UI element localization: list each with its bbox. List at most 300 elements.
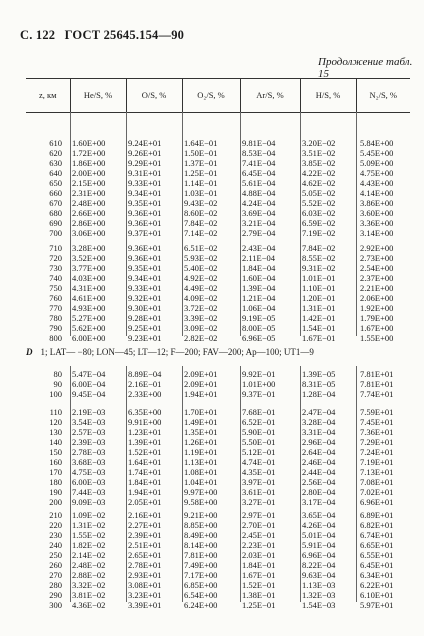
value-cell: 8.60E−02: [184, 208, 218, 218]
altitude-cell: 760: [49, 293, 62, 303]
table-row: [26, 379, 410, 389]
value-cell: 7.59E+01: [360, 407, 394, 417]
value-cell: 2.39E+01: [128, 530, 162, 540]
value-cell: 1.13E+01: [184, 457, 218, 467]
value-cell: 9.33E+01: [128, 283, 162, 293]
value-cell: 3.23E+01: [128, 590, 162, 600]
value-cell: 5.50E−01: [242, 437, 276, 447]
value-cell: 3.20E−02: [302, 138, 336, 148]
altitude-cell: 240: [49, 540, 62, 550]
altitude-cell: 700: [49, 228, 62, 238]
value-cell: 7.84E−02: [302, 243, 336, 253]
value-cell: 9.09E−03: [72, 497, 106, 507]
value-cell: 4.93E+00: [72, 303, 106, 313]
value-cell: 2.33E+00: [128, 389, 162, 399]
value-cell: 6.45E+01: [360, 560, 394, 570]
value-cell: 2.00E+00: [72, 168, 106, 178]
value-cell: 1.84E−04: [242, 263, 276, 273]
value-cell: 4.49E−02: [184, 283, 218, 293]
value-cell: 6.65E+01: [360, 540, 394, 550]
value-cell: 2.54E+00: [360, 263, 394, 273]
table-block: [26, 138, 410, 238]
value-cell: 1.64E+01: [128, 457, 162, 467]
value-cell: 1.39E+01: [128, 437, 162, 447]
value-cell: 3.52E+00: [72, 253, 106, 263]
value-cell: 8.53E−04: [242, 148, 276, 158]
table-continuation-label: Продолжение табл. 15: [318, 56, 413, 80]
altitude-cell: 650: [49, 178, 62, 188]
value-cell: 4.92E−02: [184, 273, 218, 283]
value-cell: 5.27E+00: [72, 313, 106, 323]
value-cell: 3.39E−02: [184, 313, 218, 323]
value-cell: 2.09E+01: [184, 379, 218, 389]
table-row: [26, 497, 410, 507]
table-row: [26, 560, 410, 570]
profile-parameters: 1; LAT— −80; LON—45; LT—12; F—200; FAV—200; Ap—100; UT1—9: [40, 347, 314, 357]
value-cell: 1.92E+00: [360, 303, 394, 313]
value-cell: 3.97E−01: [242, 477, 276, 487]
table-row: [26, 198, 410, 208]
value-cell: 1.26E+01: [184, 437, 218, 447]
table-block: [26, 369, 410, 399]
value-cell: 3.85E−02: [302, 158, 336, 168]
value-cell: 7.29E+01: [360, 437, 394, 447]
value-cell: 3.32E−02: [72, 580, 106, 590]
value-cell: 1.54E−03: [302, 600, 336, 610]
value-cell: 9.91E+00: [128, 417, 162, 427]
value-cell: 1.67E+00: [360, 323, 394, 333]
value-cell: 3.61E−01: [242, 487, 276, 497]
table-row: [26, 540, 410, 550]
value-cell: 1.86E+00: [72, 158, 106, 168]
column-header: N₂/S, %: [356, 78, 410, 112]
table-row: [26, 323, 410, 333]
table-row: [26, 570, 410, 580]
table-row: [26, 510, 410, 520]
value-cell: 2.93E+01: [128, 570, 162, 580]
value-cell: 3.65E−04: [302, 510, 336, 520]
value-cell: 7.36E+01: [360, 427, 394, 437]
value-cell: 1.72E+00: [72, 148, 106, 158]
value-cell: 9.36E+01: [128, 218, 162, 228]
altitude-cell: 170: [49, 467, 62, 477]
value-cell: 1.01E−01: [302, 273, 336, 283]
value-cell: 9.81E−04: [242, 138, 276, 148]
altitude-cell: 260: [49, 560, 62, 570]
value-cell: 2.16E−01: [128, 379, 162, 389]
value-cell: 9.37E−01: [242, 389, 276, 399]
column-header: Ar/S, %: [240, 78, 300, 112]
table-row: [26, 467, 410, 477]
value-cell: 8.89E−04: [128, 369, 162, 379]
value-cell: 2.51E+01: [128, 540, 162, 550]
table-row: [26, 243, 410, 253]
value-cell: 6.00E+00: [72, 333, 106, 343]
value-cell: 2.56E−04: [302, 477, 336, 487]
value-cell: 3.51E−02: [302, 148, 336, 158]
value-cell: 2.46E−04: [302, 457, 336, 467]
value-cell: 9.26E+01: [128, 148, 162, 158]
value-cell: 9.97E+00: [184, 487, 218, 497]
value-cell: 3.17E−04: [302, 497, 336, 507]
table-row: [26, 138, 410, 148]
value-cell: 1.06E−04: [242, 303, 276, 313]
value-cell: 7.81E+01: [360, 369, 394, 379]
value-cell: 2.16E+01: [128, 510, 162, 520]
value-cell: 3.68E−03: [72, 457, 106, 467]
value-cell: 1.54E−01: [302, 323, 336, 333]
column-header: O₂/S, %: [182, 78, 240, 112]
value-cell: 4.03E+00: [72, 273, 106, 283]
value-cell: 8.22E−04: [302, 560, 336, 570]
value-cell: 7.19E+01: [360, 457, 394, 467]
value-cell: 2.37E+00: [360, 273, 394, 283]
altitude-cell: 670: [49, 198, 62, 208]
value-cell: 2.73E+00: [360, 253, 394, 263]
value-cell: 4.26E−04: [302, 520, 336, 530]
value-cell: 9.36E+01: [128, 253, 162, 263]
value-cell: 4.31E+00: [72, 283, 106, 293]
value-cell: 2.70E−01: [242, 520, 276, 530]
value-cell: 1.14E−01: [184, 178, 218, 188]
value-cell: 4.88E−04: [242, 188, 276, 198]
value-cell: 9.36E+01: [128, 208, 162, 218]
value-cell: 1.38E−01: [242, 590, 276, 600]
value-cell: 6.74E+01: [360, 530, 394, 540]
value-cell: 9.58E+00: [184, 497, 218, 507]
altitude-cell: 620: [49, 148, 62, 158]
table-row: [26, 407, 410, 417]
value-cell: 7.13E+01: [360, 467, 394, 477]
value-cell: 1.84E+01: [128, 477, 162, 487]
value-cell: 2.15E+00: [72, 178, 106, 188]
altitude-cell: 610: [49, 138, 62, 148]
value-cell: 1.19E+01: [184, 447, 218, 457]
value-cell: 1.39E−05: [302, 369, 336, 379]
value-cell: 1.67E−01: [242, 570, 276, 580]
value-cell: 2.19E−03: [72, 407, 106, 417]
value-cell: 3.77E+00: [72, 263, 106, 273]
value-cell: 2.09E+01: [184, 369, 218, 379]
value-cell: 1.52E−01: [242, 580, 276, 590]
value-cell: 1.42E−01: [302, 313, 336, 323]
table-row: [26, 158, 410, 168]
document-code: ГОСТ 25645.154—90: [64, 28, 185, 42]
column-header: H/S, %: [300, 78, 356, 112]
altitude-cell: 740: [49, 273, 62, 283]
value-cell: 1.35E+01: [184, 427, 218, 437]
table-row: [26, 600, 410, 610]
altitude-cell: 100: [49, 389, 62, 399]
value-cell: 7.19E−02: [302, 228, 336, 238]
value-cell: 3.28E−04: [302, 417, 336, 427]
value-cell: 3.36E+00: [360, 218, 394, 228]
value-cell: 1.31E−02: [72, 520, 106, 530]
value-cell: 5.90E−01: [242, 427, 276, 437]
altitude-cell: 210: [49, 510, 62, 520]
table-row: [26, 389, 410, 399]
value-cell: 1.64E−01: [184, 138, 218, 148]
value-cell: 6.10E+01: [360, 590, 394, 600]
value-cell: 9.31E−02: [302, 263, 336, 273]
column-header: He/S, %: [70, 78, 126, 112]
value-cell: 2.88E−02: [72, 570, 106, 580]
value-cell: 3.27E−01: [242, 497, 276, 507]
value-cell: 9.25E+01: [128, 323, 162, 333]
value-cell: 6.51E−02: [184, 243, 218, 253]
value-cell: 8.49E+00: [184, 530, 218, 540]
altitude-cell: 270: [49, 570, 62, 580]
table-row: [26, 273, 410, 283]
value-cell: 1.70E+01: [184, 407, 218, 417]
value-cell: 6.00E−04: [72, 379, 106, 389]
altitude-cell: 750: [49, 283, 62, 293]
column-header-row: [26, 78, 410, 112]
value-cell: 1.79E+00: [360, 313, 394, 323]
table-row: [26, 168, 410, 178]
value-cell: 1.82E−02: [72, 540, 106, 550]
value-cell: 7.14E−02: [184, 228, 218, 238]
value-cell: 8.14E+00: [184, 540, 218, 550]
value-cell: 9.35E+01: [128, 263, 162, 273]
table-row: [26, 369, 410, 379]
table-row: [26, 447, 410, 457]
value-cell: 1.25E−01: [242, 600, 276, 610]
value-cell: 2.64E−04: [302, 447, 336, 457]
value-cell: 5.40E−02: [184, 263, 218, 273]
value-cell: 7.17E+00: [184, 570, 218, 580]
value-cell: 1.23E+01: [128, 427, 162, 437]
value-cell: 9.19E−05: [242, 313, 276, 323]
altitude-cell: 290: [49, 590, 62, 600]
page-number: С. 122: [20, 28, 56, 42]
value-cell: 4.74E−01: [242, 457, 276, 467]
value-cell: 9.36E+01: [128, 243, 162, 253]
value-cell: 4.36E−02: [72, 600, 106, 610]
value-cell: 4.24E−04: [242, 198, 276, 208]
altitude-cell: 160: [49, 457, 62, 467]
table-row: [26, 333, 410, 343]
value-cell: 7.81E+01: [360, 379, 394, 389]
value-cell: 3.72E−02: [184, 303, 218, 313]
table-row: [26, 457, 410, 467]
value-cell: 6.54E+00: [184, 590, 218, 600]
value-cell: 1.03E−01: [184, 188, 218, 198]
value-cell: 1.94E+01: [184, 389, 218, 399]
table-row: [26, 178, 410, 188]
table-row: [26, 477, 410, 487]
value-cell: 2.43E−04: [242, 243, 276, 253]
altitude-cell: 140: [49, 437, 62, 447]
value-cell: 1.21E−04: [242, 293, 276, 303]
value-cell: 3.31E−04: [302, 427, 336, 437]
profile-parameters-line: [26, 347, 410, 357]
table-row: [26, 253, 410, 263]
table-row: [26, 417, 410, 427]
value-cell: 2.23E−01: [242, 540, 276, 550]
value-cell: 5.84E+00: [360, 138, 394, 148]
value-cell: 1.50E−01: [184, 148, 218, 158]
value-cell: 7.45E+01: [360, 417, 394, 427]
value-cell: 9.28E+01: [128, 313, 162, 323]
value-cell: 1.55E+00: [360, 333, 394, 343]
value-cell: 2.44E−04: [302, 467, 336, 477]
value-cell: 3.39E+01: [128, 600, 162, 610]
table-header-rule: [26, 112, 410, 113]
value-cell: 7.68E−01: [242, 407, 276, 417]
value-cell: 3.14E+00: [360, 228, 394, 238]
value-cell: 1.49E+01: [184, 417, 218, 427]
value-cell: 6.45E−04: [242, 168, 276, 178]
table-row: [26, 427, 410, 437]
value-cell: 4.14E+00: [360, 188, 394, 198]
value-cell: 1.67E−01: [302, 333, 336, 343]
table-row: [26, 530, 410, 540]
value-cell: 7.41E−04: [242, 158, 276, 168]
value-cell: 9.29E+01: [128, 158, 162, 168]
altitude-cell: 730: [49, 263, 62, 273]
value-cell: 9.32E+01: [128, 293, 162, 303]
altitude-cell: 720: [49, 253, 62, 263]
value-cell: 9.92E−01: [242, 369, 276, 379]
table-row: [26, 218, 410, 228]
value-cell: 4.62E−02: [302, 178, 336, 188]
value-cell: 2.66E+00: [72, 208, 106, 218]
value-cell: 9.37E+01: [128, 228, 162, 238]
altitude-cell: 690: [49, 218, 62, 228]
value-cell: 9.45E−04: [72, 389, 106, 399]
value-cell: 7.08E+01: [360, 477, 394, 487]
value-cell: 6.96E−05: [242, 333, 276, 343]
value-cell: 9.23E+01: [128, 333, 162, 343]
value-cell: 9.24E+01: [128, 138, 162, 148]
page-header: [20, 28, 184, 43]
value-cell: 1.31E−01: [302, 303, 336, 313]
value-cell: 3.86E+00: [360, 198, 394, 208]
altitude-cell: 640: [49, 168, 62, 178]
value-cell: 5.91E−04: [302, 540, 336, 550]
value-cell: 3.81E−02: [72, 590, 106, 600]
altitude-cell: 190: [49, 487, 62, 497]
value-cell: 4.09E−02: [184, 293, 218, 303]
altitude-cell: 710: [49, 243, 62, 253]
value-cell: 4.75E+00: [360, 168, 394, 178]
table-block: [26, 243, 410, 343]
altitude-cell: 280: [49, 580, 62, 590]
altitude-cell: 250: [49, 550, 62, 560]
value-cell: 6.34E+01: [360, 570, 394, 580]
value-cell: 9.31E+01: [128, 168, 162, 178]
value-cell: 5.52E−02: [302, 198, 336, 208]
value-cell: 3.69E−04: [242, 208, 276, 218]
value-cell: 2.86E+00: [72, 218, 106, 228]
value-cell: 3.60E+00: [360, 208, 394, 218]
value-cell: 2.57E−03: [72, 427, 106, 437]
value-cell: 1.32E−03: [302, 590, 336, 600]
altitude-cell: 230: [49, 530, 62, 540]
value-cell: 1.84E−01: [242, 560, 276, 570]
value-cell: 2.39E−03: [72, 437, 106, 447]
value-cell: 1.25E−01: [184, 168, 218, 178]
value-cell: 7.74E+01: [360, 389, 394, 399]
value-cell: 5.45E+00: [360, 148, 394, 158]
value-cell: 3.54E−03: [72, 417, 106, 427]
altitude-cell: 770: [49, 303, 62, 313]
altitude-cell: 800: [49, 333, 62, 343]
table-row: [26, 263, 410, 273]
value-cell: 1.13E−03: [302, 580, 336, 590]
value-cell: 7.44E−03: [72, 487, 106, 497]
value-cell: 6.96E+01: [360, 497, 394, 507]
value-cell: 1.60E−04: [242, 273, 276, 283]
altitude-cell: 220: [49, 520, 62, 530]
value-cell: 9.43E−02: [184, 198, 218, 208]
altitude-cell: 780: [49, 313, 62, 323]
value-cell: 6.24E+00: [184, 600, 218, 610]
value-cell: 2.31E+00: [72, 188, 106, 198]
table-row: [26, 228, 410, 238]
value-cell: 2.47E−04: [302, 407, 336, 417]
value-cell: 8.55E−02: [302, 253, 336, 263]
value-cell: 7.02E+01: [360, 487, 394, 497]
altitude-cell: 130: [49, 427, 62, 437]
value-cell: 5.62E+00: [72, 323, 106, 333]
value-cell: 5.05E−02: [302, 188, 336, 198]
value-cell: 6.82E+01: [360, 520, 394, 530]
value-cell: 7.24E+01: [360, 447, 394, 457]
value-cell: 7.49E+00: [184, 560, 218, 570]
value-cell: 6.35E+00: [128, 407, 162, 417]
altitude-cell: 630: [49, 158, 62, 168]
value-cell: 3.28E+00: [72, 243, 106, 253]
altitude-cell: 80: [53, 369, 62, 379]
value-cell: 4.22E−02: [302, 168, 336, 178]
value-cell: 3.06E+00: [72, 228, 106, 238]
value-cell: 2.97E−01: [242, 510, 276, 520]
value-cell: 2.78E−03: [72, 447, 106, 457]
value-cell: 6.22E+01: [360, 580, 394, 590]
value-cell: 7.81E+00: [184, 550, 218, 560]
table-row: [26, 303, 410, 313]
value-cell: 6.96E−04: [302, 550, 336, 560]
value-cell: 5.09E+00: [360, 158, 394, 168]
altitude-cell: 120: [49, 417, 62, 427]
table-row: [26, 148, 410, 158]
value-cell: 1.37E−01: [184, 158, 218, 168]
value-cell: 3.08E+01: [128, 580, 162, 590]
value-cell: 1.20E−01: [302, 293, 336, 303]
value-cell: 1.74E+01: [128, 467, 162, 477]
value-cell: 6.03E−02: [302, 208, 336, 218]
column-header: z, км: [38, 90, 57, 100]
table-row: [26, 208, 410, 218]
altitude-cell: 680: [49, 208, 62, 218]
value-cell: 1.94E+01: [128, 487, 162, 497]
table-row: [26, 293, 410, 303]
value-cell: 8.31E−05: [302, 379, 336, 389]
table-row: [26, 590, 410, 600]
value-cell: 2.79E−04: [242, 228, 276, 238]
table-row: [26, 313, 410, 323]
value-cell: 2.48E−02: [72, 560, 106, 570]
value-cell: 1.10E−01: [302, 283, 336, 293]
altitude-cell: 150: [49, 447, 62, 457]
value-cell: 1.09E−02: [72, 510, 106, 520]
value-cell: 5.97E+01: [360, 600, 394, 610]
value-cell: 2.45E−01: [242, 530, 276, 540]
value-cell: 2.96E−04: [302, 437, 336, 447]
value-cell: 2.82E−02: [184, 333, 218, 343]
